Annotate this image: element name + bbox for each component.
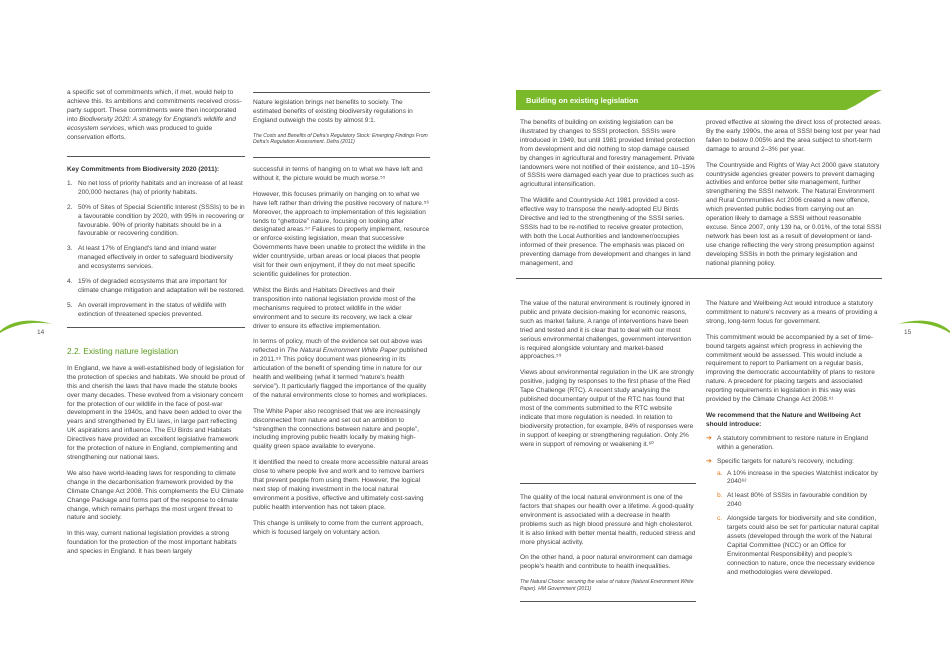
body-paragraph: It identified the need to create more accessible natural areas close to where people live and work and to remove barriers that prevent people from using them. However, the logical next step of making investment in the local natural environment a positive, effective and ultimately cost-saving public health intervention has not taken place.: [253, 459, 429, 511]
column-3: [520, 300, 696, 457]
list-item: b. At least 80% of SSSIs in favourable condition by 2040: [717, 492, 868, 509]
body-paragraph: In England, we have a well-established body of legislation for the protection of species and habitats. We should be proud of this and cherish the laws that have made the statute books over many decades. These evolved from a visionary concern for the protection of our wildlife in the face of post-war development in the 1940s, and have been added to over the years and strengthened by EU laws, in large part reflecting UK aspirations and influence. The EU Birds and Habitats Directives have provided an excellent legislative framework for the protection of nature in England, complementing and strengthening our national laws.: [67, 364, 245, 461]
recommendation-list: [706, 435, 882, 578]
health-quote-box: [520, 494, 696, 599]
body-paragraph: The Nature and Wellbeing Act would introduce a statutory commitment to nature's recovery as a means of providing a strong, long-term focus for government.: [706, 300, 878, 325]
body-paragraph: In this way, current national legislation provides a strong foundation for the protection of the most important habitats and species in England. It has been largely: [67, 530, 237, 556]
arrow-right-icon: ➔: [706, 434, 712, 442]
list-item: 3. At least 17% of England's land and inland water managed effectively in order to safeguard biodiversity and ecosystems services.: [67, 245, 233, 271]
column-2: [253, 166, 430, 545]
body-paragraph: The Countryside and Rights of Way Act 2000 gave statutory countryside agencies greater powers to prevent damaging activities and enforce better site management, further strengthening the SSSI network. The Natural Environment and Rural Communities Act 2006 created a new offence, which prevented public bodies from carrying out an operation likely to damage a SSSI without reasonable excuse. Since 2007, only 139 ha, or 0.01%, of the total SSSI network has been lost as a result of development or land-use change reflecting the very strong presumption against developing SSSIs in both the primary legislation and national planning policy.: [706, 161, 882, 267]
divider: [67, 327, 245, 328]
page-number-left: 14: [37, 329, 45, 336]
recommendation-heading: We recommend that the Nature and Wellbeing Act should introduce:: [706, 411, 861, 428]
body-paragraph: This change is unlikely to come from the current approach, which is focused largely on voluntary action.: [253, 519, 423, 536]
body-paragraph: The White Paper also recognised that we are increasingly disconnected from nature and set out an ambition to “strengthen the connections between nature and people”, including improving public health locally by making high-quality green space available to everyone.: [253, 407, 421, 451]
list-item: 4. 15% of degraded ecosystems that are important for climate change mitigation and adaptation will be restored.: [67, 278, 245, 294]
arrow-right-icon: ➔: [706, 457, 712, 465]
section-heading: 2.2. Existing nature legislation: [67, 346, 179, 356]
body-paragraph: Views about environmental regulation in the UK are strongly positive, judging by responses to the first phase of the Red Tape Challenge (RTC). A recent study analysing the published documentary output of the RTC has found that most of the comments submitted to the RTC website indicate that more regulation is needed. In relation to biodiversity protection, for example, 84% of responses were in support of keeping or strengthening regulation. Only 2% were in support of removing or weakening it.⁶⁰: [520, 369, 694, 448]
divider: [253, 157, 430, 158]
commitments-list: [67, 180, 245, 320]
body-paragraph: proved effective at slowing the direct loss of protected areas. By the early 1990s, the area of SSSI being lost per year had fallen to below 0.005% and the area subject to short-term damage to around 2–3% per year.: [706, 119, 882, 153]
list-item: 1. No net loss of priority habitats and an increase of at least 200,000 hectares (ha) of priority habitats.: [67, 179, 243, 196]
page-number-right: 15: [904, 329, 912, 336]
benefits-quote-box: [253, 99, 430, 153]
column-1-body: [67, 347, 245, 564]
list-item: c. Alongside targets for biodiversity and site condition, targets could also be set for particular natural capital assets (developed through the work of the Natural Capital Committee (NCC) or an Office for Environmental Responsibility) and people's connection to nature, once the necessary evidence and methodologies were developed.: [717, 515, 879, 576]
column-4: [706, 300, 882, 582]
body-paragraph: The benefits of building on existing legislation can be illustrated by changes to SSSI protection. SSSIs were introduced in 1949, but until 1981 provided limited protection from development and did nothing to stop damage caused by changes in agricultural and forestry management. Private landowners were not notified of their existence, and 10–15% of SSSIs were damaged each year due to practices such as agricultural intensification.: [520, 119, 696, 189]
quote-source: The Natural Choice: securing the value of nature (Natural Environment White Paper). HM Government (2011): [520, 579, 694, 592]
body-paragraph: This commitment would be accompanied by a set of time-bound targets against which progress in achieving the commitment would be assessed. This would include a requirement to report to Parliament on a regular basis, improving the democratic accountability of plans to restore nature. A precedent for placing targets and associated reporting requirements in legislation in this way was provided by the Climate Change Act 2008.⁶¹: [706, 333, 875, 404]
divider: [253, 92, 430, 93]
divider: [520, 483, 696, 484]
key-commitments-title: Key Commitments from Biodiversity 2020 (2011):: [67, 166, 220, 173]
divider: [520, 601, 696, 602]
quote-source: The Costs and Benefits of Defra's Regulatory Stock: Emerging Findings From Defra's Regulation Assessment. Defra (2011): [253, 132, 428, 146]
list-item: 5. An overall improvement in the status of wildlife with extinction of threatened species prevented.: [67, 301, 227, 318]
intro-paragraph: a specific set of commitments which, if met, would help to achieve this. Its ambitions and commitments received cross-party support. These commitments were then incorporated into Biodiversity 2020: A strategy for England's wildlife and ecosystem services, which was produced to guide conservation efforts.: [67, 89, 242, 141]
divider: [516, 278, 882, 279]
list-item: ➔ A statutory commitment to restore nature in England within a generation.: [706, 434, 869, 451]
column-1: [67, 89, 245, 149]
list-item: ➔ Specific targets for nature's recovery, including: a. A 10% increase in the species Watchlist indicator by 2040⁶² b. At least 80% of SSSIs in favourable condition by 2040 c. Alongside targets for biodiversity and site condition, targets could also be set for particular natural capital assets (developed through the work of the Natural Capital Committee (NCC) or an Office for Environmental Responsibility) and people's connection to nature, once the necessary evidence and methodologies were developed.: [706, 458, 882, 578]
divider: [67, 156, 245, 157]
banner-title: Building on existing legislation: [526, 95, 639, 105]
list-item: a. A 10% increase in the species Watchlist indicator by 2040⁶²: [717, 469, 878, 486]
list-item: 2. 50% of Sites of Special Scientific Interest (SSSIs) to be in a favourable condition by 2020, with 95% in recovering or favourable. 90% of priority habitats should be in a favourable or recovering condition.: [67, 203, 245, 238]
quote-text: Nature legislation brings net benefits to society. The estimated benefits of existing biodiversity regulations in England outweigh the costs by almost 9:1.: [253, 99, 413, 124]
quote-text: On the other hand, a poor natural environment can damage people's health and contribute to health inequalities.: [520, 554, 693, 571]
body-paragraph: In terms of policy, much of the evidence set out above was reflected in The Natural Environment White Paper published in 2011.⁵⁸ This policy document was pioneering in its articulation of the benefit of spending time in nature for our health and wellbeing (what it termed “nature's health service”). It particularly flagged the importance of the quality of the natural environments close to homes and workplaces.: [253, 338, 428, 399]
body-paragraph: successful in terms of hanging on to what we have left and without it, the picture would be much worse.⁵⁵: [253, 166, 423, 182]
body-paragraph: Whilst the Birds and Habitats Directives and their transposition into national legislation provide most of the mechanisms required to protect wildlife in the wider environment and to secure its recovery, we lack a clear driver to ensure its effective implementation.: [253, 286, 416, 330]
sssi-box-right: [706, 119, 882, 276]
body-paragraph: The value of the natural environment is routinely ignored in public and private decision-making for economic reasons, such as market failure. A range of interventions have been tried and tested and it is clear that to deal with our most serious environmental challenges, government intervention is required alongside voluntary and market-based approaches.⁵⁹: [520, 300, 692, 361]
key-commitments-box: [67, 166, 245, 326]
body-paragraph: The Wildlife and Countryside Act 1981 provided a cost-effective way to transpose the newly-adopted EU Birds Directive and led to the strengthening of the SSSI series. SSSIs had to be re-notified to receive greater protection, with both the Local Authorities and landowner/occupies informed of their presence. The emphasis was placed on preventing damage from development and changes in land management, and: [520, 197, 691, 267]
body-paragraph: We also have world-leading laws for responding to climate change in the decarbonisation framework provided by the Climate Change Act 2008. This complements the EU Climate Change Package and forms part of the response to climate change, which remains perhaps the most urgent threat to nature and society.: [67, 469, 244, 522]
body-paragraph: However, this focuses primarily on hanging on to what we have left rather than driving the positive recovery of nature.⁵⁶ Moreover, the approach to implementation of this legislation tends to “ghettoize” nature, focusing on looking after designated areas.⁵⁷ Failures to properly implement, resource or enforce existing legislation, mean that successive Governments have been unable to protect the wildlife in the wider countryside, urban areas or local places that people visit for their own enjoyment, if they do not meet specific scientific guidelines for protection.: [253, 190, 430, 278]
target-sublist: [717, 470, 882, 578]
quote-text: The quality of the local natural environment is one of the factors that shapes our health over a lifetime. A good-quality environment is associated with a decrease in health problems such as high blood pressure and high cholesterol. It is also linked with better mental health, reduced stress and more physical activity.: [520, 494, 696, 546]
sssi-box-left: [520, 119, 696, 276]
